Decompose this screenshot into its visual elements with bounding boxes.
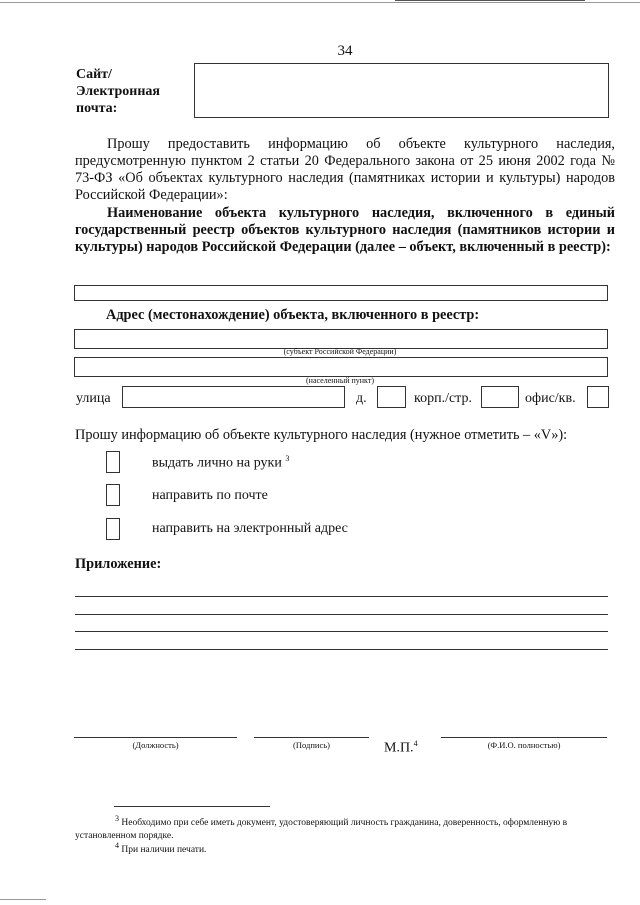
site-email-label: Сайт/ Электронная почта: [76,67,160,116]
delivery-prompt: Прошу информацию об объекте культурного наследия (нужное отметить – «V»): [75,427,568,443]
subject-caption: (субъект Российской Федерации) [283,347,397,356]
position-line[interactable] [74,737,237,738]
fullname-caption: (Ф.И.О. полностью) [487,740,561,750]
building-field[interactable] [481,386,519,408]
checkbox-post[interactable] [106,484,120,506]
footnote-separator [114,806,270,807]
position-caption: (Должность) [132,740,179,750]
stamp-footnote-mark: 4 [413,739,418,748]
site-email-field[interactable] [194,63,609,118]
attachment-line-1[interactable] [75,596,608,597]
locality-caption: (населенный пункт) [306,376,374,385]
attachment-line-2[interactable] [75,614,608,615]
footnote-3-mark: 3 [115,814,119,823]
page-bottom-edge-mark [0,899,46,900]
attachment-line-3[interactable] [75,631,608,632]
option-personal-label [152,454,289,472]
street-label: улица [76,391,111,406]
house-label: д. [356,391,367,406]
fullname-line[interactable] [441,737,607,738]
house-field[interactable] [377,386,406,408]
option-personal-text: выдать лично на руки [152,455,282,471]
option-post-label: направить по почте [152,488,268,503]
page-top-edge-mark [395,0,585,1]
attachment-line-4[interactable] [75,649,608,650]
address-heading: Адрес (местонахождение) объекта, включенного в реестр: [106,307,480,323]
stamp-label [384,739,418,757]
footnote-3-text: Необходимо при себе иметь документ, удостоверяющий личность гражданина, доверенность, оформленную в установленном порядке. [75,818,568,842]
stamp-text: М.П. [384,740,414,756]
request-paragraph: Прошу предоставить информацию об объекте культурного наследия, предусмотренную пунктом 2 статьи 20 Федерального закона от 25 июня 2002 года № 73-ФЗ «Об объектах культурного наследия (памятниках истории и культуры) народов Российской Федерации»: [75,136,615,203]
option-email-label: направить на электронный адрес [152,521,348,536]
checkbox-personal[interactable] [106,451,120,473]
footnote-4-mark: 4 [115,841,119,850]
subject-field[interactable] [74,329,608,349]
signature-line[interactable] [254,737,369,738]
signature-caption: (Подпись) [293,740,330,750]
attachment-heading: Приложение: [75,556,162,572]
page-number: 34 [337,43,353,59]
footnote-4-text: При наличии печати. [121,845,207,856]
office-field[interactable] [587,386,609,408]
page-top-edge [0,2,640,3]
office-label: офис/кв. [525,391,576,406]
object-name-field[interactable] [74,285,608,301]
object-name-label: Наименование объекта культурного наследия, включенного в единый государственный реестр объектов культурного наследия (памятников истории и культуры) народов Российской Федерации (далее – объект, включенный в реестр): [75,205,615,255]
building-label: корп./стр. [414,391,472,406]
footnote-4 [75,839,615,857]
locality-field[interactable] [74,357,608,377]
option-personal-footnote-mark: 3 [285,454,290,463]
street-field[interactable] [122,386,345,408]
checkbox-email[interactable] [106,518,120,540]
